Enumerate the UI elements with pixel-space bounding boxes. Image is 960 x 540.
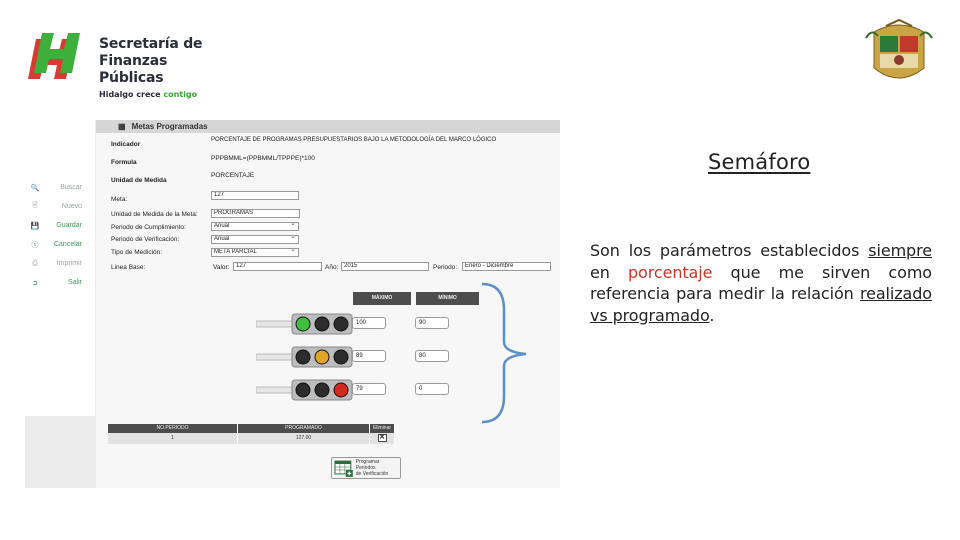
light-bulb-green [296, 383, 310, 397]
light-bulb-red [334, 317, 348, 331]
col-eliminar: Eliminar [370, 424, 395, 433]
results-header [108, 424, 395, 433]
indicador-label: Indicador [111, 141, 141, 148]
curly-bracket [476, 280, 536, 425]
sidebar-item-guardar[interactable]: 💾 Guardar [30, 222, 82, 230]
light-bulb-yellow [315, 350, 329, 364]
formula-label: Formula [111, 159, 137, 166]
cell-periodo: 1 [108, 433, 238, 444]
traffic-lights [256, 310, 356, 406]
unidad-value: PORCENTAJE [211, 172, 255, 179]
light-bulb-green [296, 317, 310, 331]
col-no-periodo: NO.PERIODO [108, 424, 238, 433]
traffic-light-red [256, 380, 352, 400]
light-bulb-yellow [315, 317, 329, 331]
meta-input[interactable]: 127 [211, 191, 299, 200]
tipo-medicion-label: Tipo de Medición: [111, 249, 163, 256]
tipo-medicion-select[interactable]: META PARCIAL ⌄ [211, 248, 299, 257]
cancel-icon: ⓧ [31, 241, 39, 249]
logo-title-line1: Secretaría de [99, 36, 203, 52]
light-bulb-red [334, 350, 348, 364]
logo-title-line2: Finanzas Públicas [99, 53, 168, 86]
sidebar-item-salir[interactable]: ➲ Salir [25, 273, 95, 292]
formula-value: PPPBMML=(PPBMML/TPPPE)*100 [211, 155, 315, 162]
light-pole [256, 387, 292, 393]
valor-input[interactable]: 127 [233, 262, 322, 271]
minimo-header: MÍNIMO [416, 292, 479, 305]
light-bulb-yellow [315, 383, 329, 397]
max-input-yellow[interactable]: 89 [352, 350, 386, 362]
calendar-add-icon [334, 459, 354, 477]
max-input-red[interactable]: 79 [352, 383, 386, 395]
state-seal-icon [864, 18, 934, 90]
search-icon: 🔍 [30, 184, 40, 192]
cell-programado: 127.00 [238, 433, 370, 444]
col-programado: PROGRAMADO [238, 424, 370, 433]
sfp-logo [26, 33, 236, 99]
light-pole [256, 354, 292, 360]
sidebar-item-imprimir[interactable]: ⎙ Imprimir [25, 254, 95, 273]
form-header [96, 120, 560, 133]
anio-label: Año: [325, 264, 339, 271]
traffic-light-yellow [256, 347, 352, 367]
sidebar-item-buscar[interactable]: 🔍 Buscar [30, 184, 82, 192]
light-bulb-green [296, 350, 310, 364]
valor-label: Valor: [213, 264, 230, 271]
form-title: Metas Programadas [131, 122, 208, 131]
logo-slogan: Hidalgo crece contigo [99, 90, 198, 99]
exit-icon: ➲ [32, 279, 38, 287]
unidad-meta-input[interactable]: PROGRAMAS [211, 209, 300, 218]
slide-description: Son los parámetros establecidos siempre en porcentaje que me sirven como referencia para medir la relación realizado vs programado. [590, 241, 932, 325]
min-input-green[interactable]: 90 [415, 317, 449, 329]
new-doc-icon: 🗎 [32, 202, 38, 209]
periodo-cumplimiento-label: Periodo de Cumplimiento: [111, 224, 186, 231]
traffic-light-green [256, 314, 352, 334]
light-bulb-red [334, 383, 348, 397]
light-pole [256, 321, 292, 327]
unidad-meta-label: Unidad de Medida de la Meta: [111, 211, 198, 218]
min-input-red[interactable]: 0 [415, 383, 449, 395]
anio-input[interactable]: 2015 [341, 262, 429, 271]
periodo-label: Periodo: [433, 264, 458, 271]
slide-title: Semáforo [708, 150, 811, 174]
sidebar-bottom-panel [25, 416, 95, 488]
linea-base-label: Linea Base: [111, 264, 146, 271]
max-input-green[interactable]: 100 [352, 317, 386, 329]
table-row [108, 433, 395, 444]
table-icon: ▦ [118, 122, 126, 131]
sidebar-item-nuevo[interactable]: 🗎 Nuevo [25, 197, 95, 216]
programar-label: Programar Periodos de Verificación [355, 459, 389, 477]
min-input-yellow[interactable]: 80 [415, 350, 449, 362]
results-table [108, 424, 395, 444]
hidalgo-h-logo-icon [26, 33, 90, 85]
periodo-input[interactable]: Enero - Diciembre [462, 262, 551, 271]
meta-label: Meta: [111, 196, 128, 203]
programar-periodos-button[interactable] [331, 457, 401, 479]
periodo-verificacion-label: Periodo de Verificación: [111, 236, 180, 243]
print-icon: ⎙ [32, 259, 38, 267]
periodo-cumplimiento-select[interactable]: Anual ⌄ [211, 222, 299, 231]
sidebar [25, 178, 95, 292]
delete-x-icon: ✕ [379, 434, 385, 441]
indicador-value: PORCENTAJE DE PROGRAMAS PRESUPUESTARIOS BAJO LA METODOLOGÍA DEL MARCO LÓGICO [211, 137, 497, 143]
save-icon: 💾 [30, 222, 40, 230]
sidebar-item-cancelar[interactable]: ⓧ Cancelar [25, 235, 95, 254]
maximo-header: MÁXIMO [353, 292, 411, 305]
unidad-label: Unidad de Medida [111, 177, 167, 184]
periodo-verificacion-select[interactable]: Anual ⌄ [211, 235, 299, 244]
delete-button[interactable] [370, 433, 395, 444]
